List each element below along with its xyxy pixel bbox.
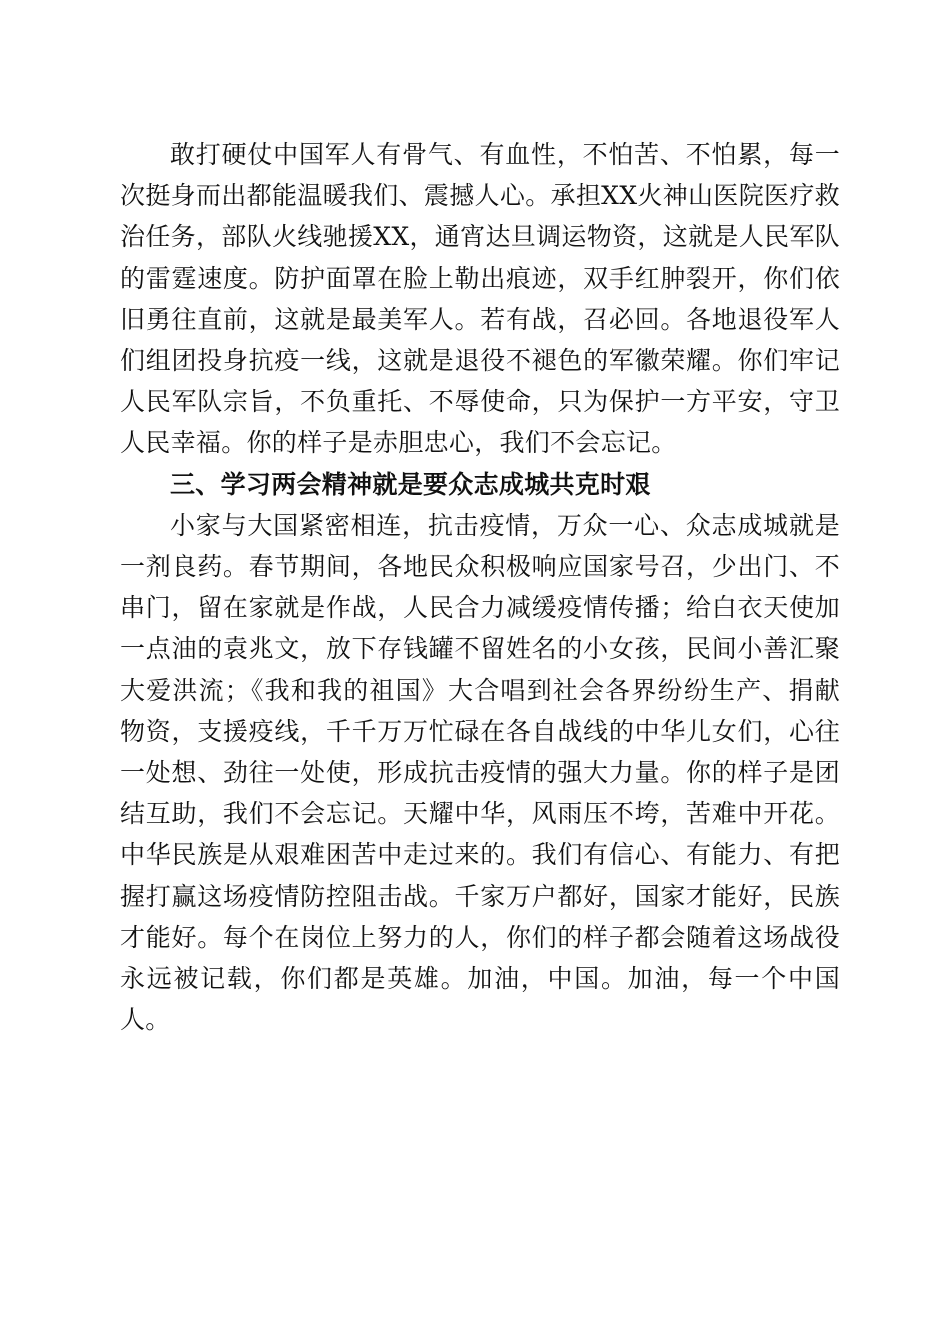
section-heading-3: 三、学习两会精神就是要众志成城共克时艰 — [170, 469, 651, 499]
body-paragraph-unity: 小家与大国紧密相连，抗击疫情，万众一心、众志成城就是一剂良药。春节期间，各地民众积极响应国家号召，少出门、不串门，留在家就是作战，人民合力减缓疫情传播；给白衣天使加一点油的袁兆文，放下存钱罐不留姓名的小女孩，民间小善汇聚大爱洪流；《我和我的祖国》大合唱到社会各界纷纷生产、捐献物资，支援疫线，千千万万忙碌在各自战线的中华儿女们，心往一处想、劲往一处使，形成抗击疫情的强大力量。你的样子是团结互助，我们不会忘记。天耀中华，风雨压不垮，苦难中开花。中华民族是从艰难困苦中走过来的。我们有信心、有能力、有把握打赢这场疫情防控阻击战。千家万户都好，国家才能好，民族才能好。每个在岗位上努力的人，你们的样子都会随着这场战役永远被记载，你们都是英雄。加油，中国。加油，每一个中国人。 — [120, 510, 840, 1035]
body-paragraph-military: 敢打硬仗中国军人有骨气、有血性，不怕苦、不怕累，每一次挺身而出都能温暖我们、震撼人心。承担XX火神山医院医疗救治任务，部队火线驰援XX，通宵达旦调运物资，这就是人民军队的雷霆速度。防护面罩在脸上勒出痕迹，双手红肿裂开，你们依旧勇往直前，这就是最美军人。若有战，召必回。各地退役军人们组团投身抗疫一线，这就是退役不褪色的军徽荣耀。你们牢记人民军队宗旨，不负重托、不辱使命，只为保护一方平安，守卫人民幸福。你的样子是赤胆忠心，我们不会忘记。 — [120, 140, 840, 458]
document-body — [120, 134, 840, 1040]
